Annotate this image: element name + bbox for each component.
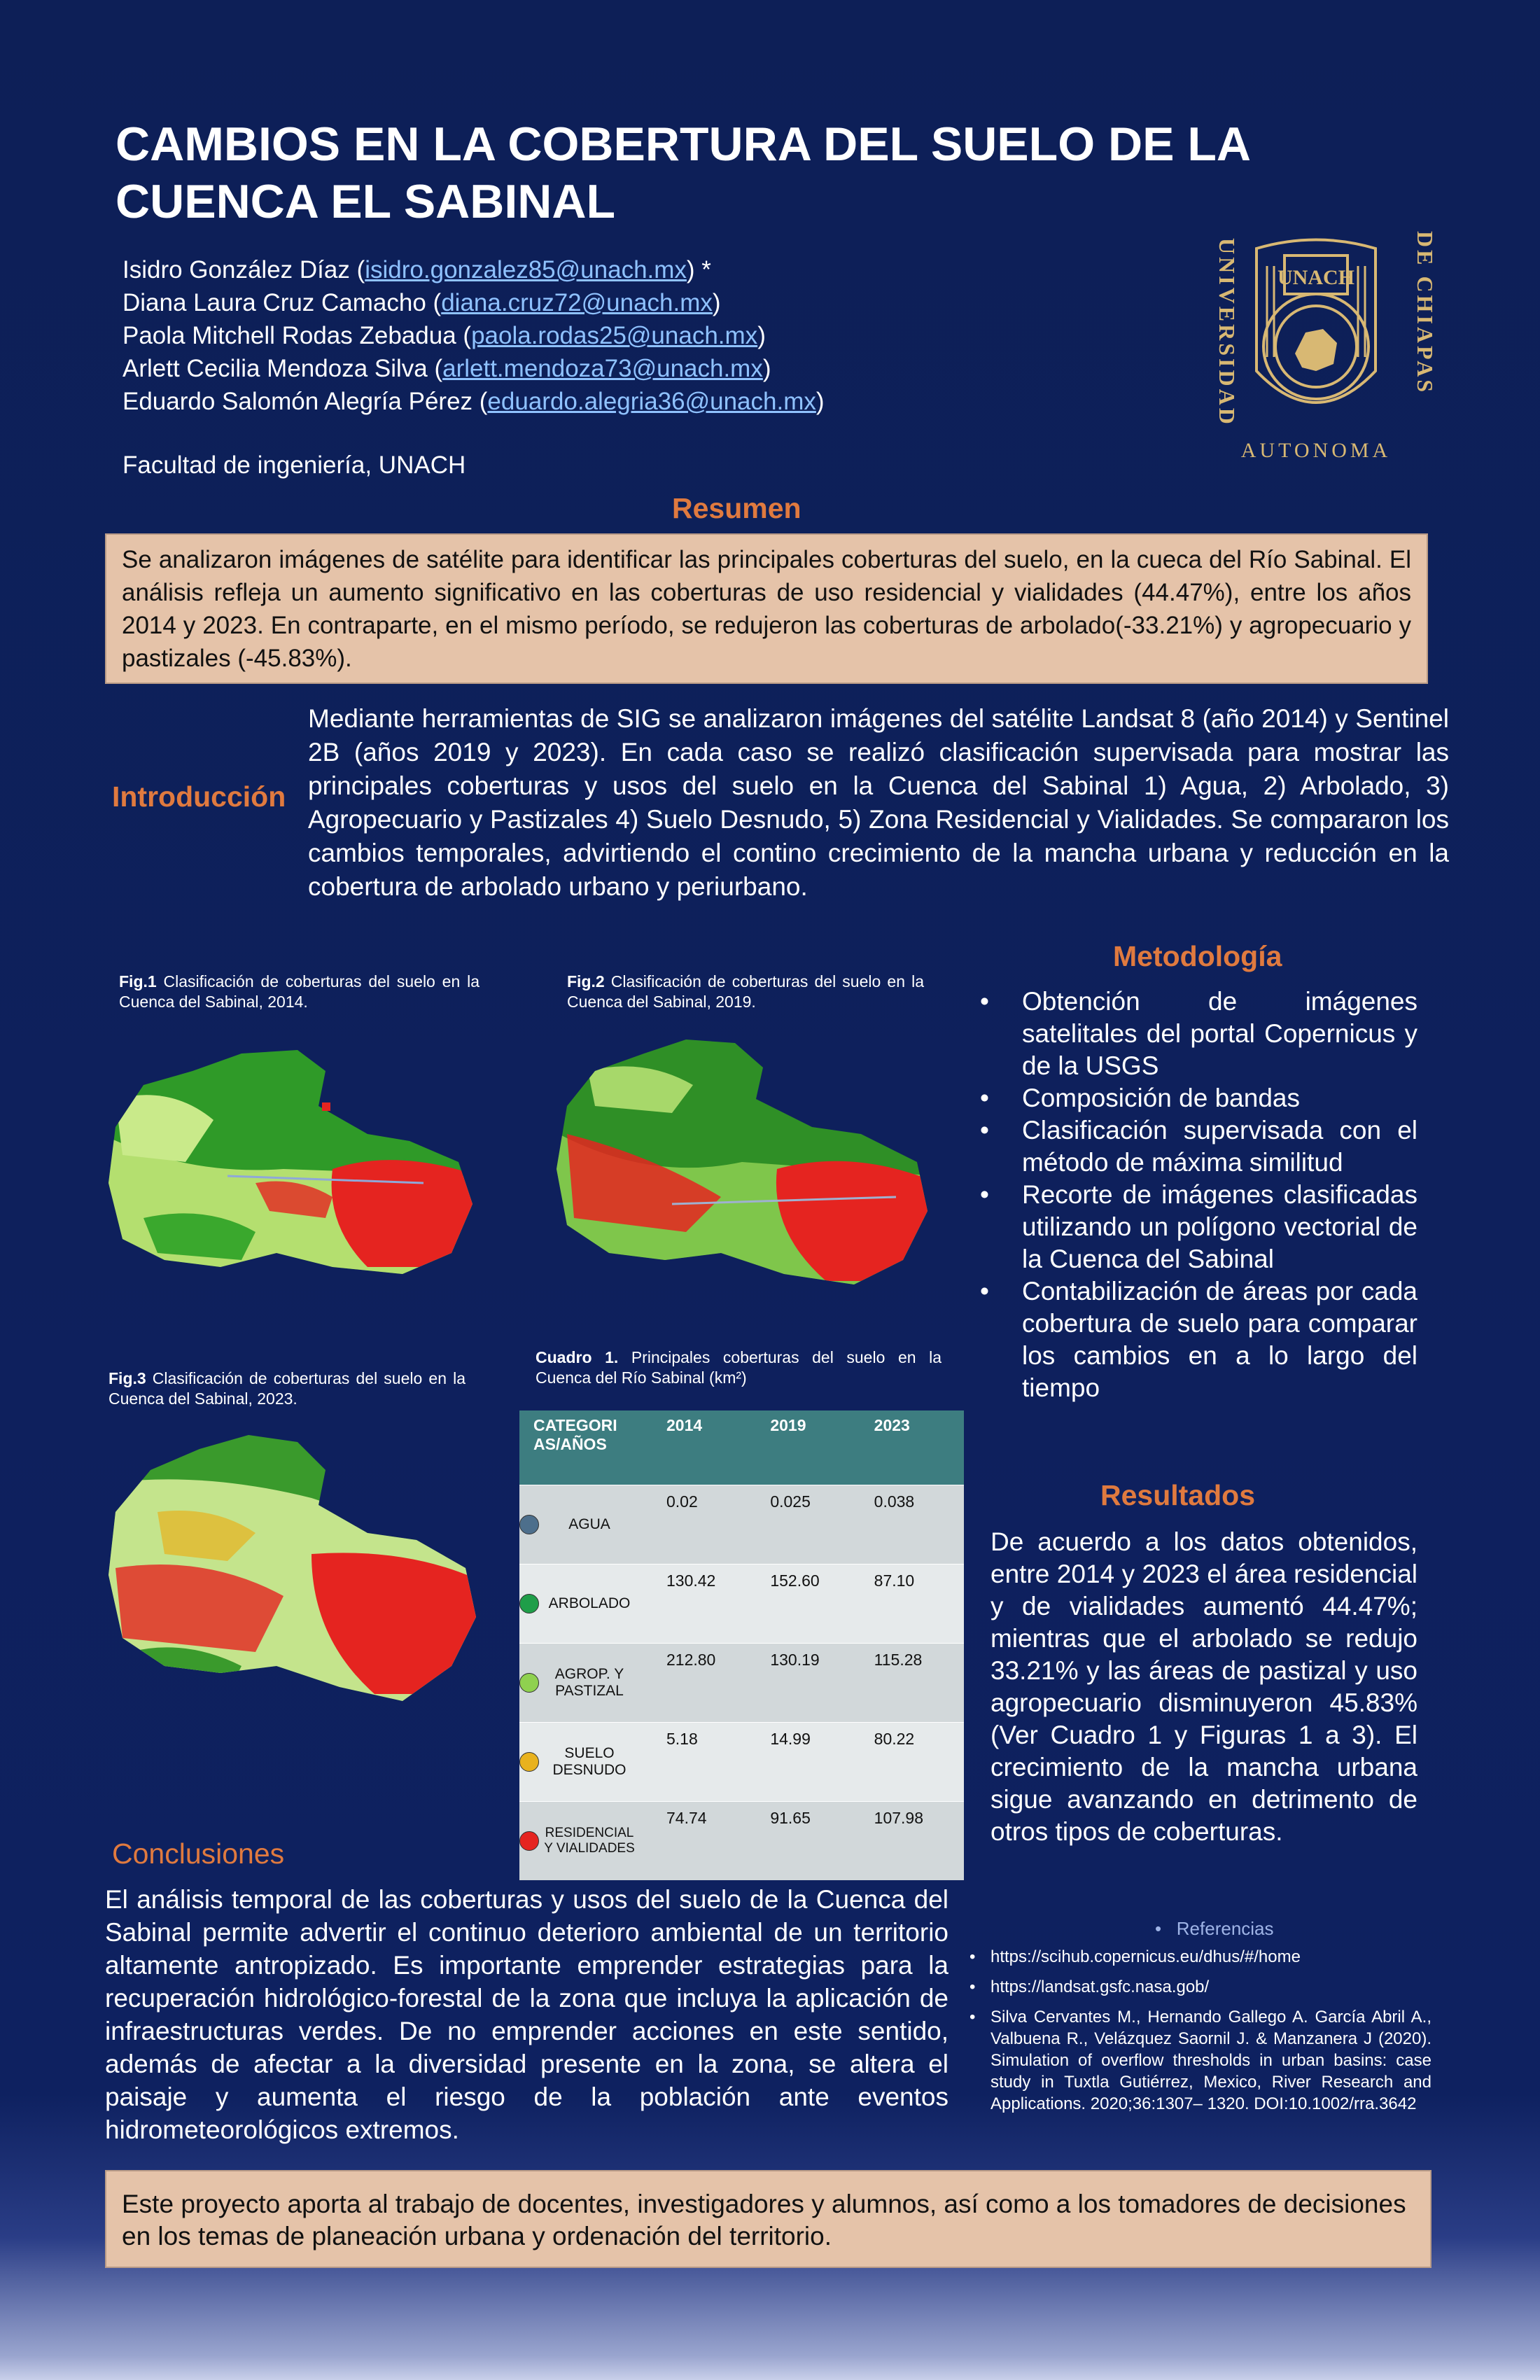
- author-line: Diana Laura Cruz Camacho (diana.cruz72@unach.mx): [122, 289, 721, 316]
- table-cell: 5.18: [652, 1723, 756, 1802]
- introduccion-heading: Introducción: [112, 780, 286, 813]
- author-email-link[interactable]: paola.rodas25@unach.mx: [471, 322, 758, 349]
- table-cell: 14.99: [756, 1723, 860, 1802]
- legend-swatch-residencial: [519, 1831, 539, 1851]
- svg-text:DE CHIAPAS: DE CHIAPAS: [1413, 231, 1438, 396]
- table-cell: 74.74: [652, 1802, 756, 1881]
- table-cell: 115.28: [860, 1644, 964, 1723]
- table-cell: 0.038: [860, 1485, 964, 1564]
- table-row: [519, 1485, 964, 1564]
- fig3-caption: Fig.3 Clasificación de coberturas del suelo en la Cuenca del Sabinal, 2023.: [108, 1369, 465, 1408]
- reference-item: • Silva Cervantes M., Hernando Gallego A. García Abril A., Valbuena R., Velázquez Saornil J. & Manzanera J (2020). Simulation of overflow thresholds in urban basins: case study in Tuxtla Gutiérrez, Mexico, River Research and Applications. 2020;36:1307– 1320. DOI:10.1002/rra.3642: [969, 2006, 1432, 2115]
- table-header-cell: 2019: [756, 1410, 860, 1485]
- unach-logo: [1190, 224, 1442, 465]
- author-line: Isidro González Díaz (isidro.gonzalez85@unach.mx) *: [122, 256, 711, 284]
- metodologia-heading: Metodología: [1113, 940, 1282, 972]
- table-cell: 80.22: [860, 1723, 964, 1802]
- category-label: AGROP. Y PASTIZAL: [554, 1666, 624, 1699]
- resumen-heading: Resumen: [672, 492, 802, 524]
- svg-text:AUTONOMA: AUTONOMA: [1240, 439, 1392, 462]
- legend-swatch-arbolado: [519, 1594, 539, 1614]
- table-cell: 152.60: [756, 1564, 860, 1644]
- reference-link[interactable]: • https://scihub.copernicus.eu/dhus/#/home: [969, 1946, 1432, 1968]
- legend-swatch-agua: [519, 1515, 539, 1534]
- fig2-caption: Fig.2 Clasificación de coberturas del suelo en la Cuenca del Sabinal, 2019.: [567, 972, 924, 1011]
- list-item: • Clasificación supervisada con el método de máxima similitud: [976, 1114, 1418, 1179]
- table-row: [519, 1644, 964, 1723]
- closing-statement: Este proyecto aporta al trabajo de docentes, investigadores y alumnos, así como a los tomadores de decisiones en los temas de planeación urbana y ordenación del territorio.: [105, 2170, 1432, 2268]
- table-cell: 87.10: [860, 1564, 964, 1644]
- map-2023: [102, 1428, 483, 1708]
- author-line: Paola Mitchell Rodas Zebadua (paola.rodas25@unach.mx): [122, 322, 766, 349]
- category-label: RESIDENCIAL Y VIALIDADES: [544, 1826, 635, 1856]
- table-cell: 107.98: [860, 1802, 964, 1881]
- table-header-cell: 2014: [652, 1410, 756, 1485]
- legend-swatch-pastizal: [519, 1673, 539, 1693]
- table-cell: 130.19: [756, 1644, 860, 1723]
- list-item: • Contabilización de áreas por cada cobertura de suelo para comparar los cambios en a lo largo del tiempo: [976, 1275, 1418, 1404]
- coverage-table: [519, 1410, 964, 1880]
- author-email-link[interactable]: isidro.gonzalez85@unach.mx: [365, 256, 687, 284]
- conclusiones-heading: Conclusiones: [112, 1837, 285, 1870]
- table-cell: 0.025: [756, 1485, 860, 1564]
- referencias-heading: • Referencias: [1155, 1918, 1274, 1939]
- cuadro1-caption: Cuadro 1. Principales coberturas del suelo en la Cuenca del Río Sabinal (km²): [536, 1348, 942, 1387]
- table-header-row: [519, 1410, 964, 1485]
- table-row: [519, 1564, 964, 1644]
- author-list: [122, 253, 825, 418]
- conclusiones-text: El análisis temporal de las coberturas y usos del suelo de la Cuenca del Sabinal permite advertir el continuo deterioro ambiental de un territorio altamente antropizado. Es importante emprender estrategias para la recuperación hidrológico-forestal de la zona que incluya la aplicación de infraestructuras verdes. De no emprender acciones en este sentido, además de afectar a la diversidad presente en la zona, se altera el paisaje y aumenta el riesgo de la población ante eventos hidrometeorológicos extremos.: [105, 1885, 948, 2144]
- reference-link[interactable]: • https://landsat.gsfc.nasa.gob/: [969, 1976, 1432, 1998]
- list-item: • Obtención de imágenes satelitales del portal Copernicus y de la USGS: [976, 986, 1418, 1082]
- author-email-link[interactable]: eduardo.alegria36@unach.mx: [487, 388, 816, 415]
- list-item: • Recorte de imágenes clasificadas utilizando un polígono vectorial de la Cuenca del Sabinal: [976, 1179, 1418, 1275]
- table-row: [519, 1802, 964, 1881]
- resumen-text: Se analizaron imágenes de satélite para identificar las principales coberturas del suelo, en la cueca del Río Sabinal. El análisis refleja un aumento significativo en las coberturas de uso residencial y vialidades (44.47%), entre los años 2014 y 2023. En contraparte, en el mismo período, se redujeron las coberturas de arbolado(-33.21%) y agropecuario y pastizales (-45.83%).: [105, 533, 1428, 684]
- fig1-caption: Fig.1 Clasificación de coberturas del suelo en la Cuenca del Sabinal, 2014.: [119, 972, 479, 1011]
- faculty-label: Facultad de ingeniería, UNACH: [122, 451, 466, 479]
- svg-text:UNIVERSIDAD: UNIVERSIDAD: [1214, 238, 1240, 427]
- referencias-list: [969, 1946, 1432, 2123]
- list-item: • Composición de bandas: [976, 1082, 1418, 1114]
- svg-text:UNACH: UNACH: [1278, 266, 1354, 289]
- table-cell: 212.80: [652, 1644, 756, 1723]
- map-2014: [102, 1043, 479, 1288]
- map-2019: [546, 1029, 938, 1295]
- metodologia-list: [976, 986, 1418, 1404]
- table-cell: 130.42: [652, 1564, 756, 1644]
- author-email-link[interactable]: arlett.mendoza73@unach.mx: [442, 355, 763, 382]
- resultados-text: De acuerdo a los datos obtenidos, entre 2014 y 2023 el área residencial y de vialidades aumentó 44.47%; mientras que el arbolado se redujo 33.21% y las áreas de pastizal y uso agropecuario disminuyeron 45.83% (Ver Cuadro 1 y Figuras 1 a 3). El crecimiento de la mancha urbana sigue avanzando en detrimento de otros tipos de coberturas.: [990, 1527, 1418, 1846]
- table-row: [519, 1723, 964, 1802]
- category-label: SUELO DESNUDO: [552, 1745, 626, 1778]
- author-line: Arlett Cecilia Mendoza Silva (arlett.mendoza73@unach.mx): [122, 355, 771, 382]
- category-label: AGUA: [568, 1516, 610, 1532]
- table-header-cell: CATEGORI AS/AÑOS: [519, 1410, 652, 1485]
- poster-title: CAMBIOS EN LA COBERTURA DEL SUELO DE LA CUENCA EL SABINAL: [115, 118, 1250, 228]
- table-cell: 91.65: [756, 1802, 860, 1881]
- author-email-link[interactable]: diana.cruz72@unach.mx: [441, 289, 713, 316]
- introduccion-text: Mediante herramientas de SIG se analizaron imágenes del satélite Landsat 8 (año 2014) y Sentinel 2B (años 2019 y 2023). En cada caso se realizó clasificación supervisada para mostrar las principales coberturas y usos del suelo en la Cuenca del Sabinal 1) Agua, 2) Arbolado, 3) Agropecuario y Pastizales 4) Suelo Desnudo, 5) Zona Residencial y Vialidades. Se compararon los cambios temporales, advirtiendo el contino crecimiento de la mancha urbana y reducción en la cobertura de arbolado urbano y periurbano.: [308, 704, 1449, 901]
- table-cell: 0.02: [652, 1485, 756, 1564]
- resultados-heading: Resultados: [1100, 1479, 1255, 1511]
- category-label: ARBOLADO: [548, 1595, 631, 1611]
- legend-swatch-suelo: [519, 1752, 539, 1772]
- table-header-cell: 2023: [860, 1410, 964, 1485]
- author-line: Eduardo Salomón Alegría Pérez (eduardo.alegria36@unach.mx): [122, 388, 825, 415]
